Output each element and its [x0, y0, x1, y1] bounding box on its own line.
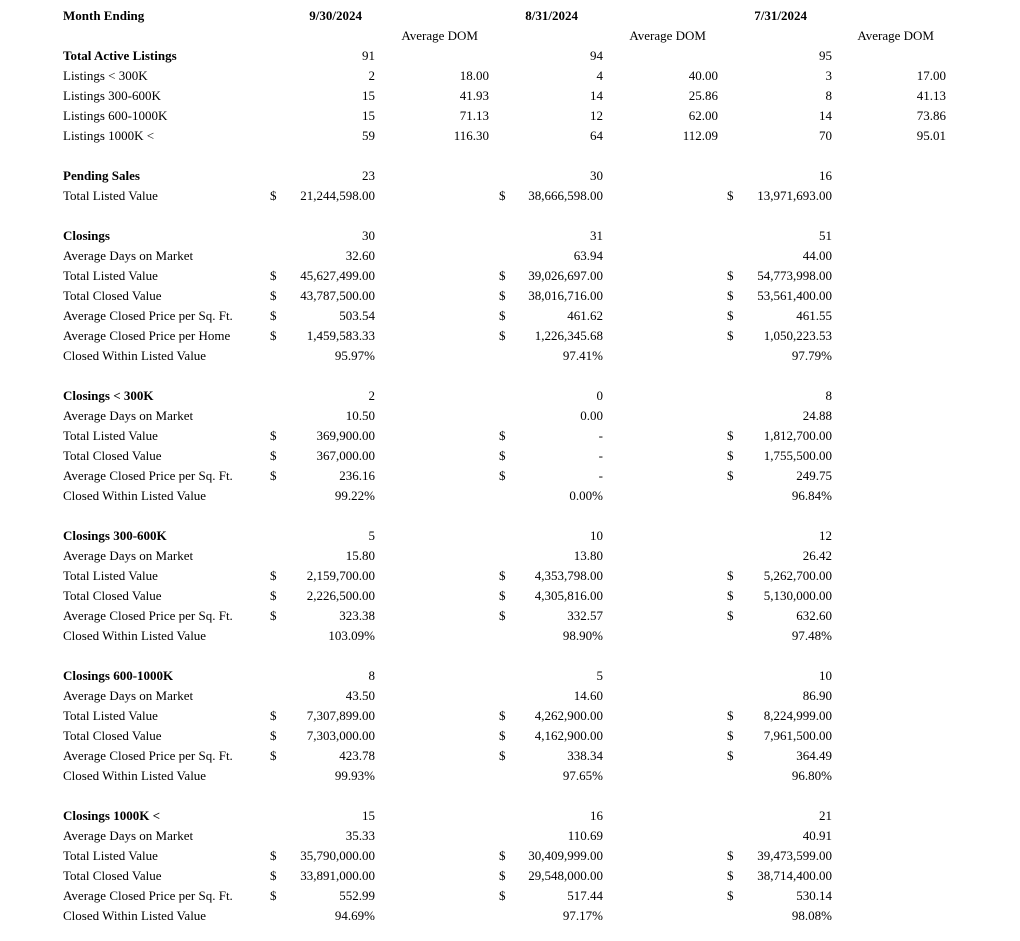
- value-cell: 38,016,716.00: [528, 288, 603, 303]
- value-cell: 10.50: [345, 408, 375, 423]
- value-cell: -: [598, 448, 603, 463]
- row-label: Average Days on Market: [63, 408, 194, 423]
- value-cell: 0.00: [580, 408, 603, 423]
- value-cell: 552.99: [339, 888, 375, 903]
- currency-symbol: $: [727, 848, 734, 863]
- value-cell: 43,787,500.00: [300, 288, 375, 303]
- currency-symbol: $: [270, 888, 277, 903]
- row-label: Average Days on Market: [63, 688, 194, 703]
- section-header: Pending Sales: [63, 168, 140, 183]
- row-label: Closed Within Listed Value: [63, 768, 207, 783]
- row-label: Total Closed Value: [63, 728, 162, 743]
- value-cell: 35,790,000.00: [300, 848, 375, 863]
- value-cell: 96.84%: [791, 488, 832, 503]
- value-cell: 8,224,999.00: [763, 708, 832, 723]
- section-header: Closings 600-1000K: [63, 668, 174, 683]
- value-cell: -: [598, 428, 603, 443]
- row-label: Average Days on Market: [63, 248, 194, 263]
- value-cell: 13.80: [573, 548, 603, 563]
- currency-symbol: $: [727, 308, 734, 323]
- value-cell: 38,666,598.00: [528, 188, 603, 203]
- row-label: Listings < 300K: [63, 68, 148, 83]
- value-cell: 10: [590, 528, 603, 543]
- value-cell: 14: [819, 108, 832, 123]
- currency-symbol: $: [270, 568, 277, 583]
- average-dom-header: Average DOM: [629, 28, 706, 43]
- value-cell: 94.69%: [334, 908, 375, 923]
- value-cell: 2: [368, 68, 375, 83]
- currency-symbol: $: [727, 868, 734, 883]
- value-cell: 517.44: [567, 888, 603, 903]
- value-cell: 26.42: [802, 548, 832, 563]
- value-cell: 39,026,697.00: [528, 268, 603, 283]
- value-cell: 8: [825, 88, 832, 103]
- value-cell: 2: [368, 388, 375, 403]
- row-label: Average Closed Price per Sq. Ft.: [63, 468, 233, 483]
- currency-symbol: $: [270, 848, 277, 863]
- value-cell: 24.88: [802, 408, 832, 423]
- value-cell: 97.48%: [791, 628, 832, 643]
- value-cell: 5,130,000.00: [763, 588, 832, 603]
- currency-symbol: $: [270, 288, 277, 303]
- currency-symbol: $: [727, 748, 734, 763]
- currency-symbol: $: [499, 888, 506, 903]
- average-dom-cell: 112.09: [682, 128, 718, 143]
- value-cell: 364.49: [796, 748, 832, 763]
- value-cell: 338.34: [567, 748, 603, 763]
- row-label: Total Listed Value: [63, 708, 158, 723]
- value-cell: 95.97%: [334, 348, 375, 363]
- currency-symbol: $: [499, 728, 506, 743]
- value-cell: 96.80%: [791, 768, 832, 783]
- value-cell: 103.09%: [328, 628, 375, 643]
- value-cell: 14.60: [573, 688, 603, 703]
- value-cell: 14: [590, 88, 603, 103]
- currency-symbol: $: [270, 728, 277, 743]
- value-cell: 39,473,599.00: [757, 848, 832, 863]
- currency-symbol: $: [727, 288, 734, 303]
- value-cell: 40.91: [802, 828, 832, 843]
- value-cell: 94: [590, 48, 603, 63]
- average-dom-cell: 41.13: [916, 88, 946, 103]
- row-label: Total Listed Value: [63, 188, 158, 203]
- value-cell: 64: [590, 128, 603, 143]
- currency-symbol: $: [727, 188, 734, 203]
- value-cell: 59: [362, 128, 375, 143]
- currency-symbol: $: [727, 728, 734, 743]
- value-cell: 86.90: [802, 688, 832, 703]
- value-cell: 423.78: [339, 748, 375, 763]
- value-cell: 70: [819, 128, 832, 143]
- section-header: Closings < 300K: [63, 388, 154, 403]
- value-cell: 45,627,499.00: [300, 268, 375, 283]
- value-cell: 12: [819, 528, 832, 543]
- row-label: Total Listed Value: [63, 848, 158, 863]
- value-cell: 53,561,400.00: [757, 288, 832, 303]
- value-cell: 2,159,700.00: [306, 568, 375, 583]
- row-label: Average Days on Market: [63, 828, 194, 843]
- currency-symbol: $: [270, 448, 277, 463]
- value-cell: 21: [819, 808, 832, 823]
- row-label: Average Closed Price per Sq. Ft.: [63, 308, 233, 323]
- value-cell: 12: [590, 108, 603, 123]
- value-cell: 97.41%: [562, 348, 603, 363]
- value-cell: 99.93%: [334, 768, 375, 783]
- value-cell: 38,714,400.00: [757, 868, 832, 883]
- value-cell: 5: [596, 668, 603, 683]
- value-cell: 4,262,900.00: [534, 708, 603, 723]
- row-label: Average Closed Price per Sq. Ft.: [63, 888, 233, 903]
- value-cell: 1,226,345.68: [534, 328, 603, 343]
- row-label: Total Closed Value: [63, 448, 162, 463]
- value-cell: 7,961,500.00: [763, 728, 832, 743]
- section-header: Closings: [63, 228, 110, 243]
- currency-symbol: $: [499, 288, 506, 303]
- month-header: 9/30/2024: [309, 8, 362, 23]
- currency-symbol: $: [727, 708, 734, 723]
- month-ending-label: Month Ending: [63, 8, 145, 23]
- value-cell: 1,050,223.53: [763, 328, 832, 343]
- value-cell: 23: [362, 168, 375, 183]
- row-label: Closed Within Listed Value: [63, 908, 207, 923]
- value-cell: 323.38: [339, 608, 375, 623]
- value-cell: 16: [819, 168, 832, 183]
- currency-symbol: $: [499, 568, 506, 583]
- value-cell: 369,900.00: [316, 428, 375, 443]
- row-label: Average Closed Price per Sq. Ft.: [63, 608, 233, 623]
- value-cell: 1,755,500.00: [763, 448, 832, 463]
- row-label: Closed Within Listed Value: [63, 628, 207, 643]
- value-cell: 236.16: [339, 468, 375, 483]
- average-dom-cell: 62.00: [688, 108, 718, 123]
- value-cell: 5: [368, 528, 375, 543]
- average-dom-header: Average DOM: [857, 28, 934, 43]
- average-dom-cell: 71.13: [459, 108, 489, 123]
- currency-symbol: $: [499, 868, 506, 883]
- currency-symbol: $: [499, 608, 506, 623]
- average-dom-cell: 18.00: [459, 68, 489, 83]
- section-header: Closings 1000K <: [63, 808, 160, 823]
- currency-symbol: $: [270, 748, 277, 763]
- row-label: Listings 600-1000K: [63, 108, 168, 123]
- value-cell: 98.08%: [791, 908, 832, 923]
- value-cell: 249.75: [796, 468, 832, 483]
- currency-symbol: $: [499, 468, 506, 483]
- average-dom-cell: 95.01: [916, 128, 946, 143]
- value-cell: 30: [362, 228, 375, 243]
- value-cell: 98.90%: [562, 628, 603, 643]
- value-cell: 30,409,999.00: [528, 848, 603, 863]
- row-label: Total Closed Value: [63, 588, 162, 603]
- currency-symbol: $: [727, 448, 734, 463]
- currency-symbol: $: [727, 608, 734, 623]
- value-cell: 32.60: [345, 248, 375, 263]
- row-label: Total Listed Value: [63, 568, 158, 583]
- value-cell: 632.60: [796, 608, 832, 623]
- average-dom-cell: 41.93: [459, 88, 489, 103]
- row-label: Average Days on Market: [63, 548, 194, 563]
- value-cell: 7,307,899.00: [306, 708, 375, 723]
- value-cell: 31: [590, 228, 603, 243]
- currency-symbol: $: [270, 468, 277, 483]
- currency-symbol: $: [270, 588, 277, 603]
- average-dom-cell: 40.00: [688, 68, 718, 83]
- average-dom-cell: 73.86: [916, 108, 946, 123]
- currency-symbol: $: [727, 428, 734, 443]
- value-cell: 30: [590, 168, 603, 183]
- value-cell: 51: [819, 228, 832, 243]
- value-cell: 5,262,700.00: [763, 568, 832, 583]
- value-cell: 530.14: [796, 888, 832, 903]
- value-cell: 44.00: [802, 248, 832, 263]
- row-label: Total Listed Value: [63, 428, 158, 443]
- value-cell: 1,812,700.00: [763, 428, 832, 443]
- currency-symbol: $: [270, 268, 277, 283]
- value-cell: 91: [362, 48, 375, 63]
- value-cell: 15: [362, 88, 375, 103]
- row-label: Closed Within Listed Value: [63, 348, 207, 363]
- value-cell: 29,548,000.00: [528, 868, 603, 883]
- currency-symbol: $: [270, 428, 277, 443]
- currency-symbol: $: [270, 188, 277, 203]
- average-dom-cell: 17.00: [916, 68, 946, 83]
- value-cell: 4,162,900.00: [534, 728, 603, 743]
- value-cell: 15: [362, 808, 375, 823]
- currency-symbol: $: [727, 568, 734, 583]
- month-header: 8/31/2024: [525, 8, 578, 23]
- currency-symbol: $: [270, 308, 277, 323]
- value-cell: 21,244,598.00: [300, 188, 375, 203]
- value-cell: 15: [362, 108, 375, 123]
- value-cell: 97.17%: [562, 908, 603, 923]
- value-cell: 10: [819, 668, 832, 683]
- currency-symbol: $: [499, 308, 506, 323]
- value-cell: 3: [825, 68, 832, 83]
- value-cell: 43.50: [345, 688, 375, 703]
- value-cell: 8: [368, 668, 375, 683]
- currency-symbol: $: [499, 588, 506, 603]
- value-cell: 63.94: [573, 248, 603, 263]
- average-dom-header: Average DOM: [401, 28, 478, 43]
- value-cell: 97.79%: [791, 348, 832, 363]
- value-cell: 97.65%: [562, 768, 603, 783]
- value-cell: -: [598, 468, 603, 483]
- currency-symbol: $: [727, 888, 734, 903]
- currency-symbol: $: [270, 708, 277, 723]
- row-label: Average Closed Price per Sq. Ft.: [63, 748, 233, 763]
- value-cell: 4,305,816.00: [534, 588, 603, 603]
- currency-symbol: $: [499, 848, 506, 863]
- row-label: Average Closed Price per Home: [63, 328, 231, 343]
- currency-symbol: $: [499, 708, 506, 723]
- value-cell: 15.80: [345, 548, 375, 563]
- value-cell: 35.33: [345, 828, 375, 843]
- value-cell: 367,000.00: [316, 448, 375, 463]
- value-cell: 1,459,583.33: [306, 328, 375, 343]
- row-label: Listings 300-600K: [63, 88, 161, 103]
- currency-symbol: $: [270, 608, 277, 623]
- currency-symbol: $: [499, 428, 506, 443]
- currency-symbol: $: [727, 588, 734, 603]
- row-label: Total Listed Value: [63, 268, 158, 283]
- section-header: Closings 300-600K: [63, 528, 167, 543]
- value-cell: 0.00%: [569, 488, 603, 503]
- currency-symbol: $: [727, 328, 734, 343]
- value-cell: 461.62: [567, 308, 603, 323]
- value-cell: 2,226,500.00: [306, 588, 375, 603]
- currency-symbol: $: [727, 268, 734, 283]
- currency-symbol: $: [270, 868, 277, 883]
- value-cell: 13,971,693.00: [757, 188, 832, 203]
- value-cell: 4,353,798.00: [534, 568, 603, 583]
- currency-symbol: $: [499, 748, 506, 763]
- value-cell: 33,891,000.00: [300, 868, 375, 883]
- currency-symbol: $: [727, 468, 734, 483]
- currency-symbol: $: [499, 188, 506, 203]
- average-dom-cell: 116.30: [453, 128, 489, 143]
- value-cell: 16: [590, 808, 603, 823]
- row-label: Closed Within Listed Value: [63, 488, 207, 503]
- value-cell: 99.22%: [334, 488, 375, 503]
- section-header: Total Active Listings: [63, 48, 177, 63]
- currency-symbol: $: [499, 328, 506, 343]
- row-label: Total Closed Value: [63, 288, 162, 303]
- value-cell: 7,303,000.00: [306, 728, 375, 743]
- value-cell: 4: [596, 68, 603, 83]
- average-dom-cell: 25.86: [688, 88, 718, 103]
- value-cell: 8: [825, 388, 832, 403]
- currency-symbol: $: [270, 328, 277, 343]
- currency-symbol: $: [499, 268, 506, 283]
- value-cell: 54,773,998.00: [757, 268, 832, 283]
- value-cell: 503.54: [339, 308, 375, 323]
- row-label: Total Closed Value: [63, 868, 162, 883]
- value-cell: 95: [819, 48, 832, 63]
- value-cell: 110.69: [567, 828, 603, 843]
- row-label: Listings 1000K <: [63, 128, 155, 143]
- value-cell: 332.57: [567, 608, 603, 623]
- currency-symbol: $: [499, 448, 506, 463]
- month-header: 7/31/2024: [754, 8, 807, 23]
- value-cell: 0: [596, 388, 603, 403]
- value-cell: 461.55: [796, 308, 832, 323]
